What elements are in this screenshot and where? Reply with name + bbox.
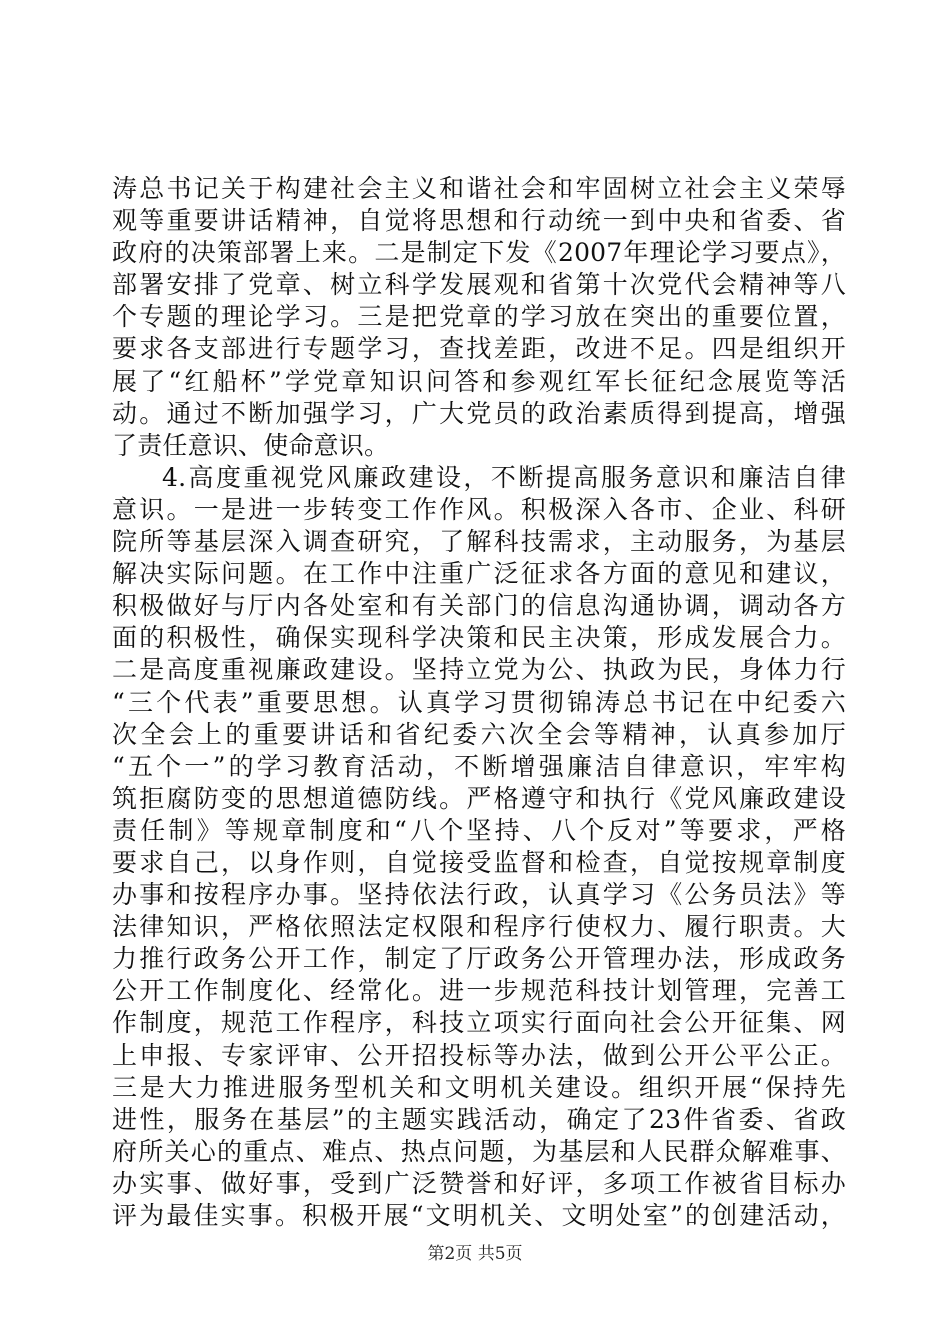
text-line: 积极做好与厅内各处室和有关部门的信息沟通协调，调动各方 bbox=[112, 591, 846, 621]
text-line: 责任制》等规章制度和“八个坚持、八个反对”等要求，严格 bbox=[112, 815, 846, 845]
text-line: 二是高度重视廉政建设。坚持立党为公、执政为民，身体力行 bbox=[112, 655, 846, 685]
text-line: 次全会上的重要讲话和省纪委六次全会等精神，认真参加厅 bbox=[112, 719, 846, 749]
text-line: 评为最佳实事。积极开展“文明机关、文明处室”的创建活动， bbox=[112, 1201, 846, 1230]
text-line: 要求自己，以身作则，自觉接受监督和检查，自觉按规章制度 bbox=[112, 847, 846, 877]
text-line: “三个代表”重要思想。认真学习贯彻锦涛总书记在中纪委六 bbox=[112, 687, 846, 717]
text-line: 办事和按程序办事。坚持依法行政，认真学习《公务员法》等 bbox=[112, 880, 846, 910]
text-line: 解决实际问题。在工作中注重广泛征求各方面的意见和建议， bbox=[112, 559, 846, 589]
text-line: 作制度，规范工作程序，科技立项实行面向社会公开征集、网 bbox=[112, 1008, 846, 1038]
text-line: 政府的决策部署上来。二是制定下发《2007年理论学习要点》， bbox=[112, 238, 846, 268]
text-line: 动。通过不断加强学习，广大党员的政治素质得到提高，增强 bbox=[112, 398, 846, 428]
text-line: 个专题的理论学习。三是把党章的学习放在突出的重要位置， bbox=[112, 302, 846, 332]
page-number-footer: 第2页 共5页 bbox=[427, 1244, 523, 1264]
text-line: 部署安排了党章、树立科学发展观和省第十次党代会精神等八 bbox=[112, 270, 846, 300]
text-line: 展了“红船杯”学党章知识问答和参观红军长征纪念展览等活 bbox=[112, 366, 846, 396]
text-line: 公开工作制度化、经常化。进一步规范科技计划管理，完善工 bbox=[112, 976, 846, 1006]
text-line: 筑拒腐防变的思想道德防线。严格遵守和执行《党风廉政建设 bbox=[112, 783, 846, 813]
text-line: 三是大力推进服务型机关和文明机关建设。组织开展“保持先 bbox=[112, 1072, 846, 1102]
text-line: 办实事、做好事，受到广泛赞誉和好评，多项工作被省目标办 bbox=[112, 1168, 846, 1198]
text-line: 府所关心的重点、难点、热点问题，为基层和人民群众解难事、 bbox=[112, 1136, 846, 1166]
text-line: 4.高度重视党风廉政建设，不断提高服务意识和廉洁自律 bbox=[162, 462, 846, 492]
text-line: 院所等基层深入调查研究，了解科技需求，主动服务，为基层 bbox=[112, 527, 846, 557]
text-line: 力推行政务公开工作，制定了厅政务公开管理办法，形成政务 bbox=[112, 944, 846, 974]
text-line: “五个一”的学习教育活动，不断增强廉洁自律意识，牢牢构 bbox=[112, 751, 846, 781]
text-line: 进性，服务在基层”的主题实践活动，确定了23件省委、省政 bbox=[112, 1104, 846, 1134]
text-line: 法律知识，严格依照法定权限和程序行使权力、履行职责。大 bbox=[112, 912, 846, 942]
text-line: 涛总书记关于构建社会主义和谐社会和牢固树立社会主义荣辱 bbox=[112, 174, 846, 203]
text-line: 要求各支部进行专题学习，查找差距，改进不足。四是组织开 bbox=[112, 334, 846, 364]
text-line: 面的积极性，确保实现科学决策和民主决策，形成发展合力。 bbox=[112, 623, 846, 653]
text-line: 意识。一是进一步转变工作作风。积极深入各市、企业、科研 bbox=[112, 494, 846, 524]
text-line: 了责任意识、使命意识。 bbox=[112, 430, 390, 460]
document-body bbox=[112, 173, 846, 1232]
text-line: 上申报、专家评审、公开招投标等办法，做到公开公平公正。 bbox=[112, 1040, 846, 1070]
text-line: 观等重要讲话精神，自觉将思想和行动统一到中央和省委、省 bbox=[112, 206, 846, 236]
